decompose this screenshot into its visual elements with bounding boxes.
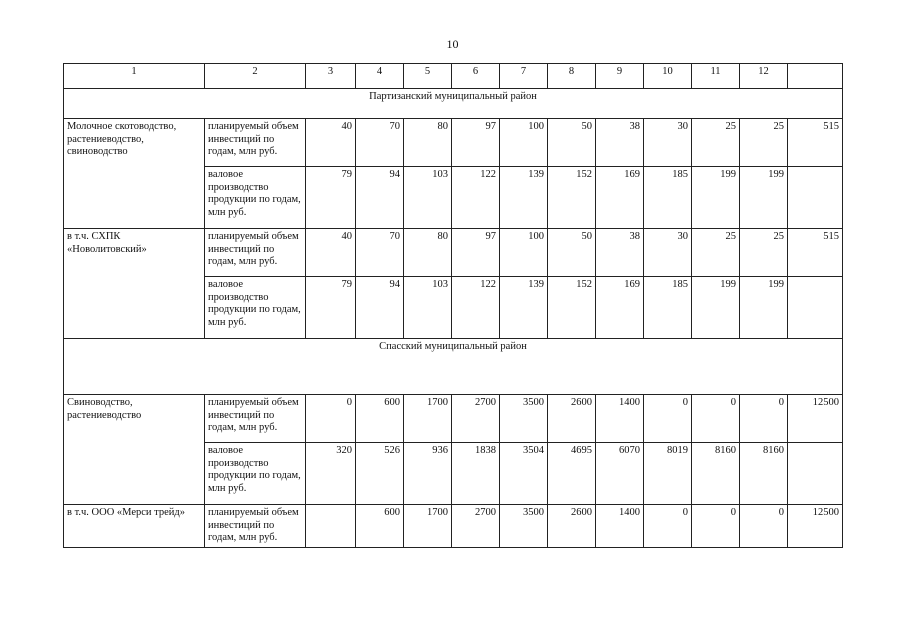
value-cell: 600 (356, 395, 404, 443)
entity-cell: Свиноводство, растениеводство (64, 395, 205, 505)
value-cell: 70 (356, 229, 404, 277)
value-cell: 139 (500, 277, 548, 339)
value-cell (306, 505, 356, 548)
value-cell: 2600 (548, 395, 596, 443)
value-cell: 0 (740, 505, 788, 548)
value-cell: 199 (692, 167, 740, 229)
value-cell: 8160 (740, 443, 788, 505)
value-cell: 38 (596, 229, 644, 277)
table-row (64, 395, 843, 443)
value-cell: 80 (404, 119, 452, 167)
value-cell: 526 (356, 443, 404, 505)
value-cell: 6070 (596, 443, 644, 505)
indicator-cell: валовое производство продукции по годам, млн руб. (205, 443, 306, 505)
value-cell: 8160 (692, 443, 740, 505)
value-cell: 38 (596, 119, 644, 167)
value-cell: 152 (548, 167, 596, 229)
value-cell: 185 (644, 277, 692, 339)
value-cell: 79 (306, 167, 356, 229)
value-cell: 169 (596, 277, 644, 339)
value-cell: 139 (500, 167, 548, 229)
value-cell: 94 (356, 167, 404, 229)
value-cell: 185 (644, 167, 692, 229)
column-number-cell: 5 (404, 64, 452, 89)
column-number-cell (788, 64, 843, 89)
region-title: Спасский муниципальный район (64, 339, 843, 395)
indicator-cell: планируемый объем инвестиций по годам, млн руб. (205, 229, 306, 277)
value-cell: 79 (306, 277, 356, 339)
column-number-cell: 4 (356, 64, 404, 89)
value-cell: 4695 (548, 443, 596, 505)
entity-cell: Молочное скотоводство, растениеводство, свиноводство (64, 119, 205, 229)
table-row (64, 229, 843, 277)
indicator-cell: валовое производство продукции по годам, млн руб. (205, 167, 306, 229)
value-cell: 3500 (500, 505, 548, 548)
region-row (64, 89, 843, 119)
column-number-cell: 10 (644, 64, 692, 89)
value-cell: 1700 (404, 505, 452, 548)
value-cell: 100 (500, 119, 548, 167)
value-cell: 25 (692, 229, 740, 277)
value-cell: 40 (306, 229, 356, 277)
value-cell: 122 (452, 277, 500, 339)
value-cell: 3500 (500, 395, 548, 443)
total-cell (788, 167, 843, 229)
total-cell (788, 277, 843, 339)
column-number-cell: 6 (452, 64, 500, 89)
value-cell: 3504 (500, 443, 548, 505)
column-number-cell: 12 (740, 64, 788, 89)
value-cell: 1700 (404, 395, 452, 443)
value-cell: 25 (740, 229, 788, 277)
value-cell: 1400 (596, 505, 644, 548)
total-cell: 12500 (788, 505, 843, 548)
column-number-cell: 2 (205, 64, 306, 89)
value-cell: 320 (306, 443, 356, 505)
value-cell: 97 (452, 119, 500, 167)
total-cell: 515 (788, 119, 843, 167)
value-cell: 30 (644, 229, 692, 277)
value-cell: 0 (644, 395, 692, 443)
value-cell: 103 (404, 167, 452, 229)
column-number-cell: 9 (596, 64, 644, 89)
indicator-cell: планируемый объем инвестиций по годам, млн руб. (205, 505, 306, 548)
column-number-cell: 3 (306, 64, 356, 89)
column-number-cell: 11 (692, 64, 740, 89)
column-number-cell: 1 (64, 64, 205, 89)
value-cell: 70 (356, 119, 404, 167)
entity-cell: в т.ч. СХПК «Новолитовский» (64, 229, 205, 339)
value-cell: 600 (356, 505, 404, 548)
table-row (64, 505, 843, 548)
value-cell: 80 (404, 229, 452, 277)
value-cell: 8019 (644, 443, 692, 505)
indicator-cell: планируемый объем инвестиций по годам, млн руб. (205, 119, 306, 167)
column-number-row (64, 64, 843, 89)
total-cell (788, 443, 843, 505)
indicator-cell: планируемый объем инвестиций по годам, млн руб. (205, 395, 306, 443)
value-cell: 1838 (452, 443, 500, 505)
region-row (64, 339, 843, 395)
value-cell: 50 (548, 229, 596, 277)
value-cell: 2700 (452, 505, 500, 548)
investment-table (63, 63, 843, 548)
table-row (64, 119, 843, 167)
value-cell: 2700 (452, 395, 500, 443)
total-cell: 515 (788, 229, 843, 277)
total-cell: 12500 (788, 395, 843, 443)
value-cell: 0 (644, 505, 692, 548)
value-cell: 122 (452, 167, 500, 229)
value-cell: 0 (692, 505, 740, 548)
value-cell: 936 (404, 443, 452, 505)
column-number-cell: 7 (500, 64, 548, 89)
value-cell: 0 (740, 395, 788, 443)
entity-cell: в т.ч. ООО «Мерси трейд» (64, 505, 205, 548)
value-cell: 169 (596, 167, 644, 229)
value-cell: 152 (548, 277, 596, 339)
value-cell: 199 (692, 277, 740, 339)
column-number-cell: 8 (548, 64, 596, 89)
value-cell: 199 (740, 277, 788, 339)
value-cell: 50 (548, 119, 596, 167)
value-cell: 2600 (548, 505, 596, 548)
value-cell: 40 (306, 119, 356, 167)
value-cell: 25 (740, 119, 788, 167)
value-cell: 97 (452, 229, 500, 277)
value-cell: 25 (692, 119, 740, 167)
value-cell: 94 (356, 277, 404, 339)
value-cell: 100 (500, 229, 548, 277)
value-cell: 0 (692, 395, 740, 443)
region-title: Партизанский муниципальный район (64, 89, 843, 119)
value-cell: 1400 (596, 395, 644, 443)
value-cell: 103 (404, 277, 452, 339)
page-number: 10 (446, 37, 459, 51)
indicator-cell: валовое производство продукции по годам, млн руб. (205, 277, 306, 339)
value-cell: 199 (740, 167, 788, 229)
value-cell: 0 (306, 395, 356, 443)
value-cell: 30 (644, 119, 692, 167)
